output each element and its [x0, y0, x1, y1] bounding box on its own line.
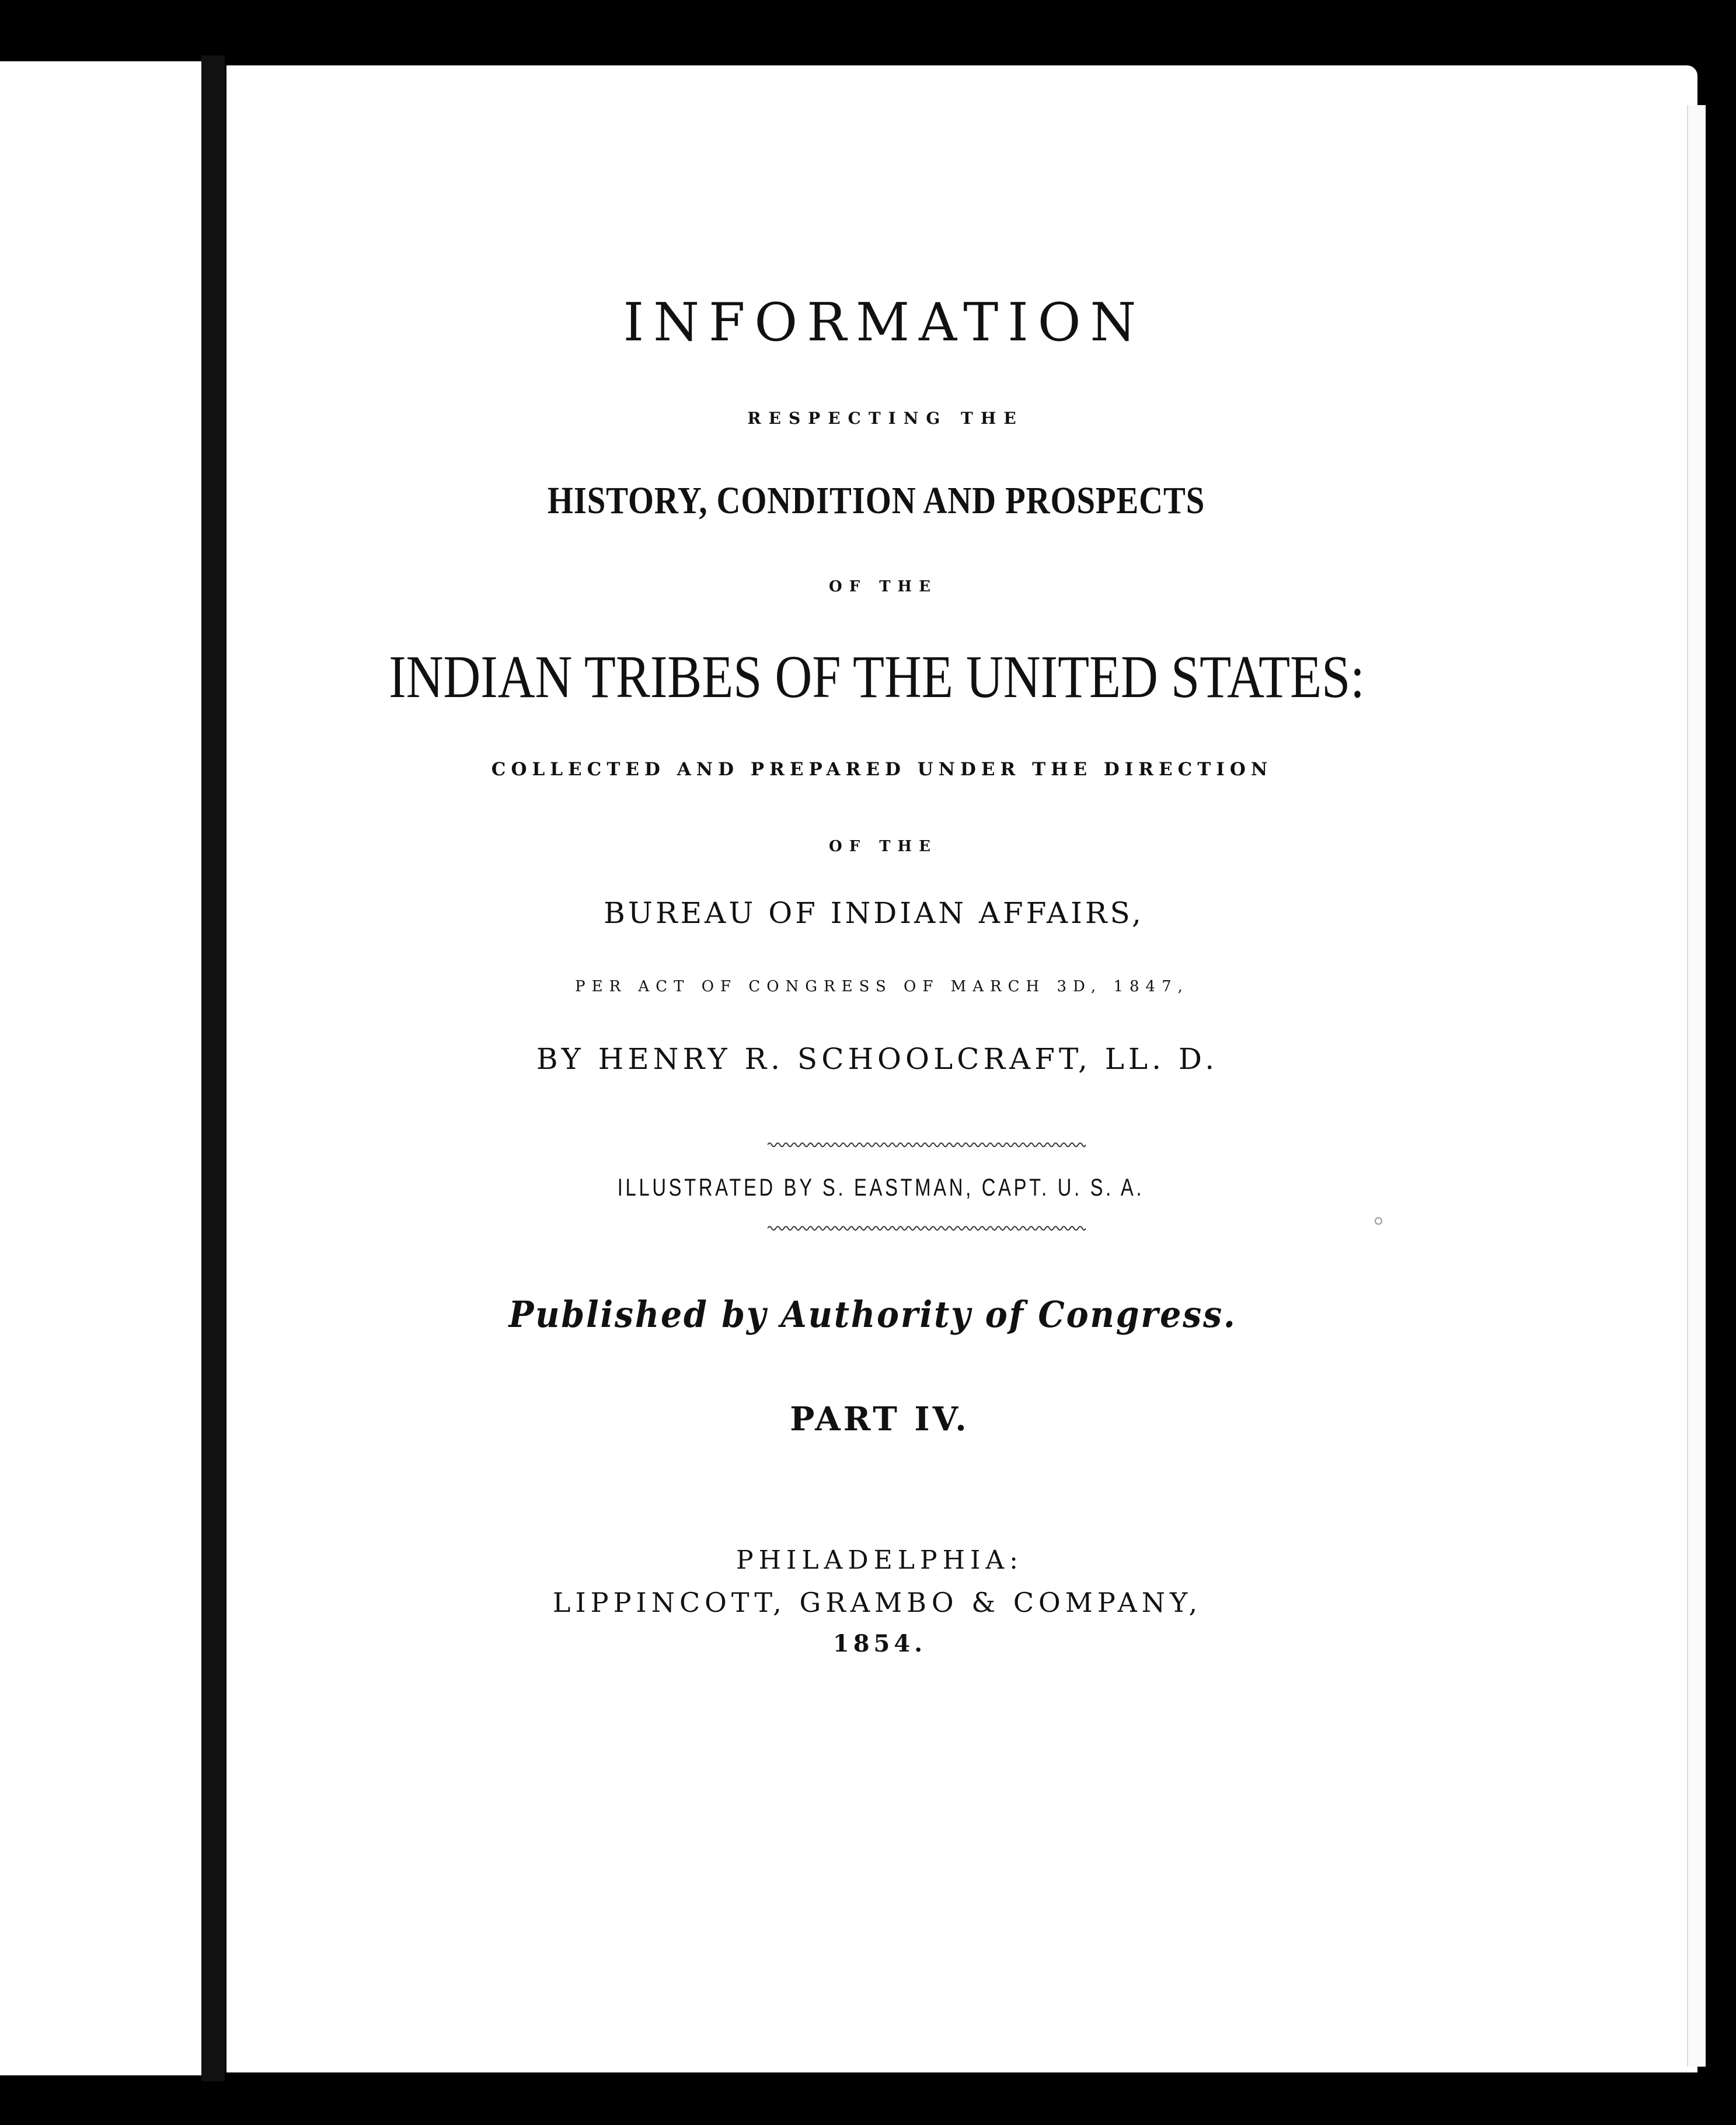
wavy-rule-bottom: [768, 1225, 1086, 1232]
page-speck: [1375, 1217, 1382, 1225]
illustrator-line: ILLUSTRATED BY S. EASTMAN, CAPT. U. S. A.: [617, 1173, 1145, 1201]
imprint-place: PHILADELPHIA:: [736, 1545, 1023, 1575]
part-line: PART IV.: [790, 1400, 970, 1438]
published-line: Published by Authority of Congress.: [508, 1293, 1237, 1336]
of-the-line-2: OF THE: [829, 838, 937, 855]
collected-line: COLLECTED AND PREPARED UNDER THE DIRECTION: [491, 759, 1273, 780]
imprint-publisher: LIPPINCOTT, GRAMBO & COMPANY,: [552, 1587, 1202, 1618]
page-fore-edge: [1687, 105, 1706, 2067]
imprint-year: 1854.: [832, 1630, 927, 1657]
per-act-line: PER ACT OF CONGRESS OF MARCH 3D, 1847,: [575, 978, 1189, 995]
bureau-line: BUREAU OF INDIAN AFFAIRS,: [604, 896, 1144, 930]
main-subject-line: INDIAN TRIBES OF THE UNITED STATES:: [389, 643, 1365, 710]
respecting-line: RESPECTING THE: [747, 409, 1024, 428]
of-the-line-1: OF THE: [829, 578, 937, 595]
wavy-rule-top: [768, 1141, 1086, 1148]
author-line: BY HENRY R. SCHOOLCRAFT, LL. D.: [536, 1042, 1219, 1076]
title-heading: INFORMATION: [623, 292, 1146, 353]
subject-line: HISTORY, CONDITION AND PROSPECTS: [547, 479, 1205, 522]
